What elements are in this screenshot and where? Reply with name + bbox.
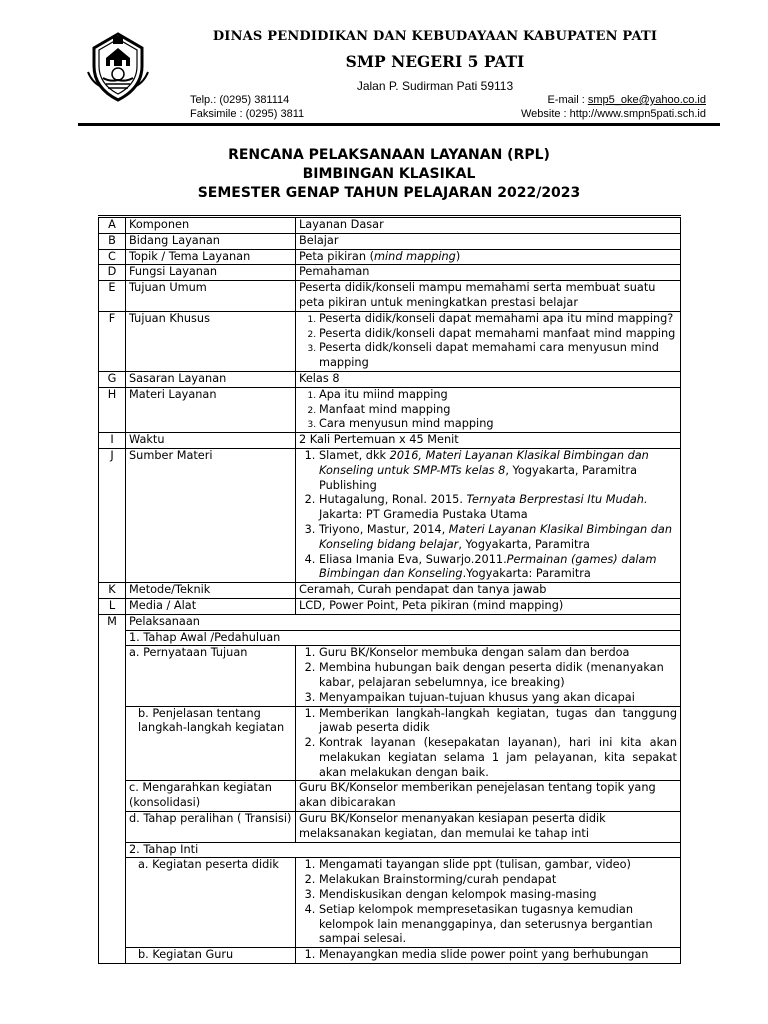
kabupaten-pati-emblem-icon	[86, 32, 150, 102]
step-list	[299, 646, 677, 705]
list-item: 3. Mendiskusikan dengan kelompok masing-masing	[319, 888, 677, 903]
row-label: Fungsi Layanan	[126, 265, 296, 281]
step-content	[296, 948, 681, 964]
row-code: D	[99, 265, 126, 281]
letterhead-divider	[78, 123, 720, 126]
table-row	[99, 614, 681, 630]
step-content	[296, 706, 681, 781]
list-item: 2. Kontrak layanan (kesepakatan layanan), hari ini kita akan melakukan kegiatan selama 1 jam pelayanan, kita sepakat akan melakukan dengan baik.	[319, 736, 677, 780]
row-code: E	[99, 281, 126, 312]
step-content	[296, 646, 681, 706]
materi-list	[299, 388, 677, 432]
row-code: J	[99, 448, 126, 582]
step-label: a. Kegiatan peserta didik	[126, 858, 296, 948]
row-label: Komponen	[126, 217, 296, 234]
value-italic: mind mapping	[374, 249, 456, 263]
rpl-table-wrapper	[98, 215, 680, 964]
table-row	[99, 448, 681, 582]
school-name: SMP NEGERI 5 PATI	[345, 52, 525, 71]
row-label: Sasaran Layanan	[126, 371, 296, 387]
ref-text: Slamet, dkk	[319, 448, 390, 462]
table-row	[99, 281, 681, 312]
row-label: Sumber Materi	[126, 448, 296, 582]
email-line	[470, 93, 706, 107]
ref-italic: Ternyata Berprestasi Itu Mudah.	[466, 493, 648, 507]
table-row	[99, 311, 681, 371]
row-code: K	[99, 583, 126, 599]
ref-text: Hutagalung, Ronal. 2015.	[319, 493, 467, 507]
step-label: c. Mengarahkan kegiatan (konsolidasi)	[126, 781, 296, 812]
row-code: F	[99, 311, 126, 371]
table-row	[99, 583, 681, 599]
row-code: H	[99, 387, 126, 432]
step-list	[299, 858, 677, 947]
step-content: Guru BK/Konselor menanyakan kesiapan peserta didik melaksanakan kegiatan, dan memulai ke tahap inti	[296, 812, 681, 843]
table-row	[99, 812, 681, 843]
stage-heading: 1. Tahap Awal /Pedahuluan	[126, 630, 681, 646]
step-label: d. Tahap peralihan ( Transisi)	[126, 812, 296, 843]
agency-name: DINAS PENDIDIKAN DAN KEBUDAYAAN KABUPATEN PATI	[212, 29, 658, 44]
doc-title-line2: BIMBINGAN KLASIKAL	[302, 166, 476, 182]
table-row	[99, 265, 681, 281]
row-label: Metode/Teknik	[126, 583, 296, 599]
list-item: 1. Apa itu miind mapping	[319, 388, 677, 403]
sumber-materi-list	[299, 449, 677, 582]
table-row	[99, 858, 681, 948]
tujuan-khusus-list	[299, 312, 677, 371]
value-text: )	[455, 249, 461, 263]
row-label: Bidang Layanan	[126, 233, 296, 249]
list-item: 1. Menayangkan media slide power point yang berhubungan	[319, 948, 677, 963]
row-code: L	[99, 598, 126, 614]
website-text: Website : http://www.smpn5pati.sch.id	[520, 108, 706, 120]
step-list	[299, 707, 677, 781]
table-row	[99, 630, 681, 646]
school-address: Jalan P. Sudirman Pati 59113	[356, 79, 514, 93]
table-row	[99, 387, 681, 432]
rpl-table	[98, 215, 681, 964]
row-value: Pemahaman	[296, 265, 681, 281]
fax-text: Faksimile : (0295) 3811	[190, 108, 305, 120]
row-code: I	[99, 433, 126, 449]
list-item: 1. Mengamati tayangan slide ppt (tulisan, gambar, video)	[319, 858, 677, 873]
ref-text: Triyono, Mastur, 2014,	[319, 522, 449, 536]
doc-title-line3: SEMESTER GENAP TAHUN PELAJARAN 2022/2023	[197, 185, 581, 201]
table-row	[99, 781, 681, 812]
ref-italic: Materi Layanan Klasikal Bimbingan dan Konseling bidang belajar	[319, 522, 673, 551]
row-code: M	[99, 614, 126, 963]
ref-text: , Yogyakarta, Paramitra	[458, 537, 590, 551]
list-item: 4. Setiap kelompok mempresetasikan tugasnya kemudian kelompok lain menanggapinya, dan seterusnya bergantian sampai selesai.	[319, 903, 677, 947]
list-item	[319, 493, 677, 523]
row-value: Peserta didik/konseli mampu memahami serta membuat suatu peta pikiran untuk meningkatkan prestasi belajar	[296, 281, 681, 312]
table-row	[99, 371, 681, 387]
step-label: a. Pernyataan Tujuan	[126, 646, 296, 706]
doc-title-line1: RENCANA PELAKSANAAN LAYANAN (RPL)	[228, 147, 550, 163]
ref-italic: Permainan (games) dalam Bimbingan dan Konseling	[319, 552, 657, 581]
row-value: Layanan Dasar	[296, 217, 681, 234]
step-content: Guru BK/Konselor memberikan penejelasan tentang topik yang akan dibicarakan	[296, 781, 681, 812]
table-row	[99, 842, 681, 858]
row-label: Topik / Tema Layanan	[126, 249, 296, 265]
ref-italic: 2016, Materi Layanan Klasikal Bimbingan dan Konseling untuk SMP-MTs kelas 8	[319, 448, 649, 477]
table-row	[99, 249, 681, 265]
step-content	[296, 858, 681, 948]
table-row	[99, 217, 681, 234]
row-value: LCD, Power Point, Peta pikiran (mind mapping)	[296, 598, 681, 614]
step-list	[299, 948, 677, 963]
row-value	[296, 448, 681, 582]
list-item	[319, 449, 677, 493]
list-item: 1. Memberikan langkah-langkah kegiatan, tugas dan tanggung jawab peserta didik	[319, 707, 677, 737]
row-value: Belajar	[296, 233, 681, 249]
list-item	[319, 523, 677, 553]
row-code: A	[99, 217, 126, 234]
row-value	[296, 387, 681, 432]
contact-right	[470, 93, 706, 121]
list-item: 3. Cara menyusun mind mapping	[319, 417, 677, 432]
table-row	[99, 233, 681, 249]
row-label: Pelaksanaan	[126, 614, 681, 630]
list-item: 1. Guru BK/Konselor membuka dengan salam dan berdoa	[319, 646, 677, 661]
list-item: 2. Membina hubungan baik dengan peserta didik (menanyakan kabar, pelajaran sebelumnya, ice breaking)	[319, 661, 677, 691]
table-row	[99, 433, 681, 449]
row-value: 2 Kali Pertemuan x 45 Menit	[296, 433, 681, 449]
step-label: b. Kegiatan Guru	[126, 948, 296, 964]
row-code: C	[99, 249, 126, 265]
row-value	[296, 311, 681, 371]
list-item: 1. Peserta didik/konseli dapat memahami apa itu mind mapping?	[319, 312, 677, 327]
table-row	[99, 706, 681, 781]
row-code: B	[99, 233, 126, 249]
list-item: 3. Menyampaikan tujuan-tujuan khusus yang akan dicapai	[319, 691, 677, 706]
row-value: Ceramah, Curah pendapat dan tanya jawab	[296, 583, 681, 599]
list-item: 3. Peserta didk/konseli dapat memahami cara menyusun mind mapping	[319, 341, 677, 371]
value-text: Peta pikiran (	[299, 249, 375, 263]
email-link[interactable]: smp5_oke@yahoo.co.id	[587, 94, 706, 106]
ref-text: Eliasa Imania Eva, Suwarjo.2011.	[319, 552, 507, 566]
list-item	[319, 553, 677, 583]
row-label: Materi Layanan	[126, 387, 296, 432]
phone-text: Telp.: (0295) 381114	[190, 94, 290, 106]
list-item: 2. Manfaat mind mapping	[319, 403, 677, 418]
table-row	[99, 948, 681, 964]
row-label: Tujuan Umum	[126, 281, 296, 312]
row-value: Kelas 8	[296, 371, 681, 387]
list-item: 2. Melakukan Brainstorming/curah pendapat	[319, 873, 677, 888]
row-code: G	[99, 371, 126, 387]
email-label: E-mail :	[547, 94, 588, 106]
contact-left	[190, 93, 304, 121]
row-value	[296, 249, 681, 265]
ref-text: , Yogyakarta, Paramitra Publishing	[319, 463, 637, 492]
ref-text: .Yogyakarta: Paramitra	[462, 567, 591, 581]
list-item: 2. Peserta didik/konseli dapat memahami manfaat mind mapping	[319, 327, 677, 342]
row-label: Waktu	[126, 433, 296, 449]
table-row	[99, 646, 681, 706]
table-row	[99, 598, 681, 614]
stage-heading: 2. Tahap Inti	[126, 842, 681, 858]
ref-text: Jakarta: PT Gramedia Pustaka Utama	[319, 508, 528, 522]
row-label: Media / Alat	[126, 598, 296, 614]
step-label: b. Penjelasan tentang langkah-langkah kegiatan	[126, 706, 296, 781]
row-label: Tujuan Khusus	[126, 311, 296, 371]
